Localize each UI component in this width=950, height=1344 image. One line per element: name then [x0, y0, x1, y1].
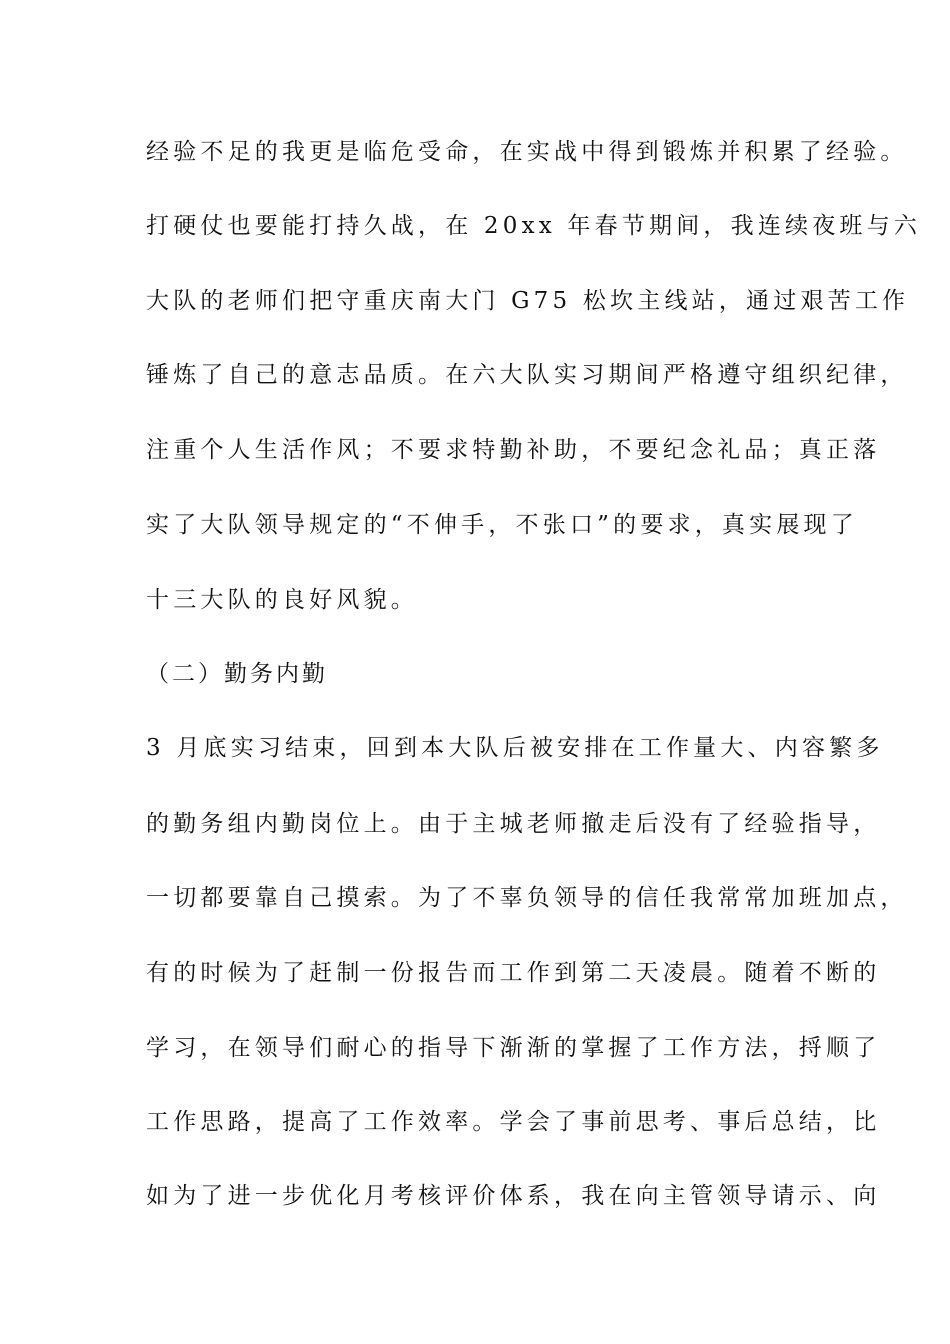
- paragraph-line: 一切都要靠自己摸索。为了不辜负领导的信任我常常加班加点，: [146, 885, 908, 911]
- paragraph-line: 工作思路，提高了工作效率。学会了事前思考、事后总结，比: [146, 1109, 881, 1135]
- paragraph-line: 注重个人生活作风；不要求特勤补助，不要纪念礼品；真正落: [146, 437, 881, 463]
- paragraph-line: 打硬仗也要能打持久战，在 20xx 年春节期间，我连续夜班与六: [146, 213, 922, 239]
- paragraph-line: 实了大队领导规定的“不伸手，不张口”的要求，真实展现了: [146, 512, 858, 538]
- paragraph-line: 如为了进一步优化月考核评价体系，我在向主管领导请示、向: [146, 1183, 881, 1209]
- paragraph-line: 的勤务组内勤岗位上。由于主城老师撤走后没有了经验指导，: [146, 811, 881, 837]
- paragraph-line: 锤炼了自己的意志品质。在六大队实习期间严格遵守组织纪律，: [146, 362, 908, 388]
- paragraph-line: 有的时候为了赶制一份报告而工作到第二天凌晨。随着不断的: [146, 960, 881, 986]
- paragraph-line: 十三大队的良好风貌。: [146, 587, 418, 613]
- paragraph-line: 经验不足的我更是临危受命，在实战中得到锻炼并积累了经验。: [146, 139, 908, 165]
- paragraph-line: 3 月底实习结束，回到本大队后被安排在工作量大、内容繁多: [146, 735, 884, 761]
- section-heading: （二）勤务内勤: [146, 661, 328, 687]
- paragraph-line: 大队的老师们把守重庆南大门 G75 松坎主线站，通过艰苦工作: [146, 288, 910, 314]
- paragraph-line: 学习，在领导们耐心的指导下渐渐的掌握了工作方法，捋顺了: [146, 1035, 881, 1061]
